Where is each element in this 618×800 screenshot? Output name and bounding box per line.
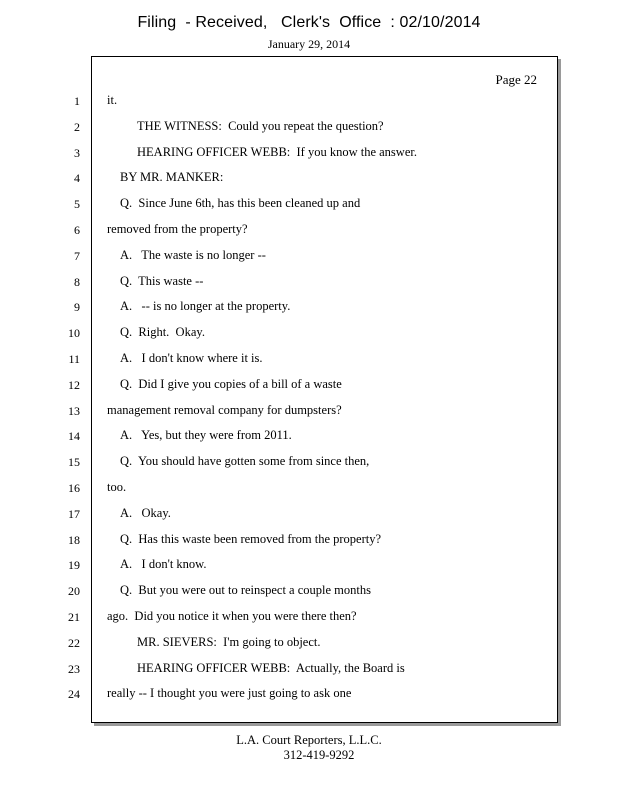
line-number: 22	[68, 635, 80, 650]
transcript-line-text: A. Okay.	[120, 505, 171, 520]
line-number: 21	[68, 610, 80, 624]
line-number: 19	[68, 558, 80, 573]
line-number: 10	[68, 326, 80, 341]
line-number: 11	[68, 352, 80, 366]
line-number: 20	[68, 584, 80, 599]
footer-phone: 312-419-9292	[283, 748, 355, 762]
transcript-date: January 29, 2014	[267, 37, 351, 51]
line-number: 8	[74, 274, 80, 289]
transcript-line-text: too.	[107, 480, 127, 494]
page-number: Page 22	[495, 72, 537, 87]
transcript-line-text: A. I don't know.	[120, 557, 207, 572]
transcript-line-text: Q. Has this waste been removed from the property?	[120, 531, 382, 546]
line-number: 24	[68, 687, 80, 702]
line-number: 6	[74, 223, 80, 237]
transcript-line-text: ago. Did you notice it when you were there then?	[107, 609, 357, 623]
transcript-line-text: it.	[107, 93, 118, 107]
transcript-line-text: Q. You should have gotten some from since then,	[120, 454, 370, 469]
line-number: 16	[68, 481, 80, 495]
transcript-line-text: Q. This waste --	[120, 273, 204, 288]
line-number: 23	[68, 661, 80, 676]
transcript-line-text: removed from the property?	[107, 222, 248, 236]
transcript-line-text: HEARING OFFICER WEBB: If you know the answer.	[137, 144, 417, 159]
transcript-line-text: Q. Since June 6th, has this been cleaned up and	[120, 196, 361, 211]
transcript-line-text: A. Yes, but they were from 2011.	[120, 428, 292, 443]
transcript-line-text: Q. But you were out to reinspect a couple months	[120, 583, 371, 598]
line-number: 15	[68, 455, 80, 470]
footer-company: L.A. Court Reporters, L.L.C.	[236, 733, 382, 747]
line-number: 18	[68, 532, 80, 547]
transcript-line-text: THE WITNESS: Could you repeat the question?	[137, 118, 384, 133]
transcript-line-text: A. -- is no longer at the property.	[120, 299, 291, 314]
line-number: 4	[74, 171, 80, 186]
line-number: 9	[74, 300, 80, 315]
transcript-line-text: A. I don't know where it is.	[120, 351, 263, 365]
line-number: 2	[74, 119, 80, 134]
transcript-line-text: BY MR. MANKER:	[120, 170, 224, 185]
line-number: 13	[68, 403, 80, 418]
line-number: 17	[68, 506, 80, 521]
line-number: 1	[74, 94, 80, 108]
transcript-line-text: A. The waste is no longer --	[120, 247, 266, 262]
transcript-line-text: management removal company for dumpsters?	[107, 402, 342, 417]
transcript-line-text: Q. Did I give you copies of a bill of a waste	[120, 376, 342, 391]
filing-stamp: Filing - Received, Clerk's Office : 02/10/2014	[137, 14, 481, 31]
line-number: 7	[74, 248, 80, 263]
line-number: 5	[74, 197, 80, 212]
line-number: 14	[68, 429, 80, 444]
transcript-line-text: really -- I thought you were just going to ask one	[107, 686, 352, 701]
line-number: 12	[68, 377, 80, 392]
transcript-line-text: HEARING OFFICER WEBB: Actually, the Board is	[137, 660, 405, 675]
transcript-line-text: Q. Right. Okay.	[120, 325, 205, 340]
line-number: 3	[74, 145, 80, 160]
transcript-line-text: MR. SIEVERS: I'm going to object.	[137, 634, 321, 649]
